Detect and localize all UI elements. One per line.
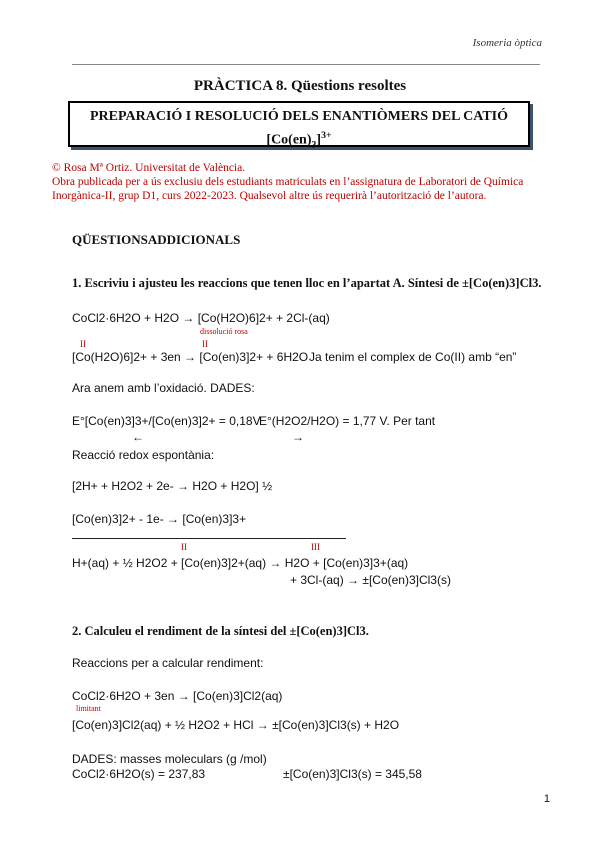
molar-mass-label: DADES: masses moleculars (g /mol): [72, 752, 267, 766]
question-1-heading: 1. Escriviu i ajusteu les reaccions que tenen lloc en l’apartat A. Síntesi de ±[Co(en)3]Cl3.: [72, 276, 542, 290]
section-heading: QÜESTIONSADDICIONALS: [72, 232, 241, 247]
subtitle-line2: $[Co(en)_3]^{3+}$: [266, 130, 332, 151]
running-header: Isomeria òptica: [472, 37, 542, 49]
page-title: PRÀCTICA 8. Qüestions resoltes: [193, 78, 407, 94]
limiting-reagent-note: limitant: [76, 704, 101, 713]
redox-label: Reacció redox espontània:: [72, 448, 215, 462]
arrow-left-icon: ←: [132, 430, 144, 444]
oxidation-intro: Ara anem amb l’oxidació. DADES:: [72, 381, 255, 395]
subtitle-line1: PREPARACIÓ I RESOLUCIÓ DELS ENANTIÒMERS DEL CATIÓ: [90, 109, 508, 124]
subtitle-box: [68, 101, 530, 151]
oxidation-state-right: II: [202, 339, 208, 349]
half-reaction-2: [Co(en)3]2+ - 1e- → [Co(en)3]3+: [72, 512, 247, 526]
equation-1-note: dissolució rosa: [200, 327, 248, 336]
reaction-1: CoCl2·6H2O + 3en → [Co(en)3]Cl2(aq): [72, 689, 283, 703]
overall-reaction-2: + 3Cl-(aq) → ±[Co(en)3]Cl3(s): [290, 573, 451, 587]
equation-2: [Co(H2O)6]2+ + 3en → [Co(en)3]2+ + 6H2O: [72, 350, 309, 364]
arrow-right-icon: →: [292, 430, 304, 444]
oxidation-state-iii: III: [311, 542, 320, 552]
oxidation-state-ii: II: [181, 542, 187, 552]
potential-2: E°(H2O2/H2O) = 1,77 V. Per tant: [259, 414, 436, 428]
sum-rule: [72, 538, 346, 539]
overall-reaction-1: H+(aq) + ½ H2O2 + [Co(en)3]2+(aq) → H2O + [Co(en)3]3+(aq): [72, 556, 409, 570]
molar-mass-2: ±[Co(en)3]Cl3(s) = 345,58: [283, 767, 422, 781]
equation-1: CoCl2·6H2O + H2O → [Co(H2O)6]2+ + 2Cl-(aq): [72, 311, 330, 325]
oxidation-state-left: II: [80, 339, 86, 349]
reactions-intro: Reaccions per a calcular rendiment:: [72, 656, 264, 670]
potential-1: E°[Co(en)3]3+/[Co(en)3]2+ = 0,18V: [72, 414, 261, 428]
page-number: 1: [543, 793, 550, 805]
copyright-notice: [52, 161, 542, 203]
question-2-heading: 2. Calculeu el rendiment de la síntesi del ±[Co(en)3]Cl3.: [72, 624, 369, 638]
molar-mass-1: CoCl2·6H2O(s) = 237,83: [72, 767, 206, 781]
header-divider: [72, 64, 540, 65]
license-text: Obra publicada per a ús exclusiu dels estudiants matriculats en l’assignatura de Laboratori de Química Inorgànica-II, grup D1, curs 2022-2023. Qualsevol altre ús requerirà l’autorització de l’autora.: [52, 176, 524, 202]
half-reaction-1: [2H+ + H2O2 + 2e- → H2O + H2O] ½: [72, 479, 273, 493]
copyright-line: © Rosa Mª Ortiz. Universitat de València.: [52, 162, 246, 174]
reaction-2: [Co(en)3]Cl2(aq) + ½ H2O2 + HCl → ±[Co(en)3]Cl3(s) + H2O: [72, 718, 400, 732]
equation-2-comment: Ja tenim el complex de Co(II) amb “en”: [309, 350, 517, 364]
